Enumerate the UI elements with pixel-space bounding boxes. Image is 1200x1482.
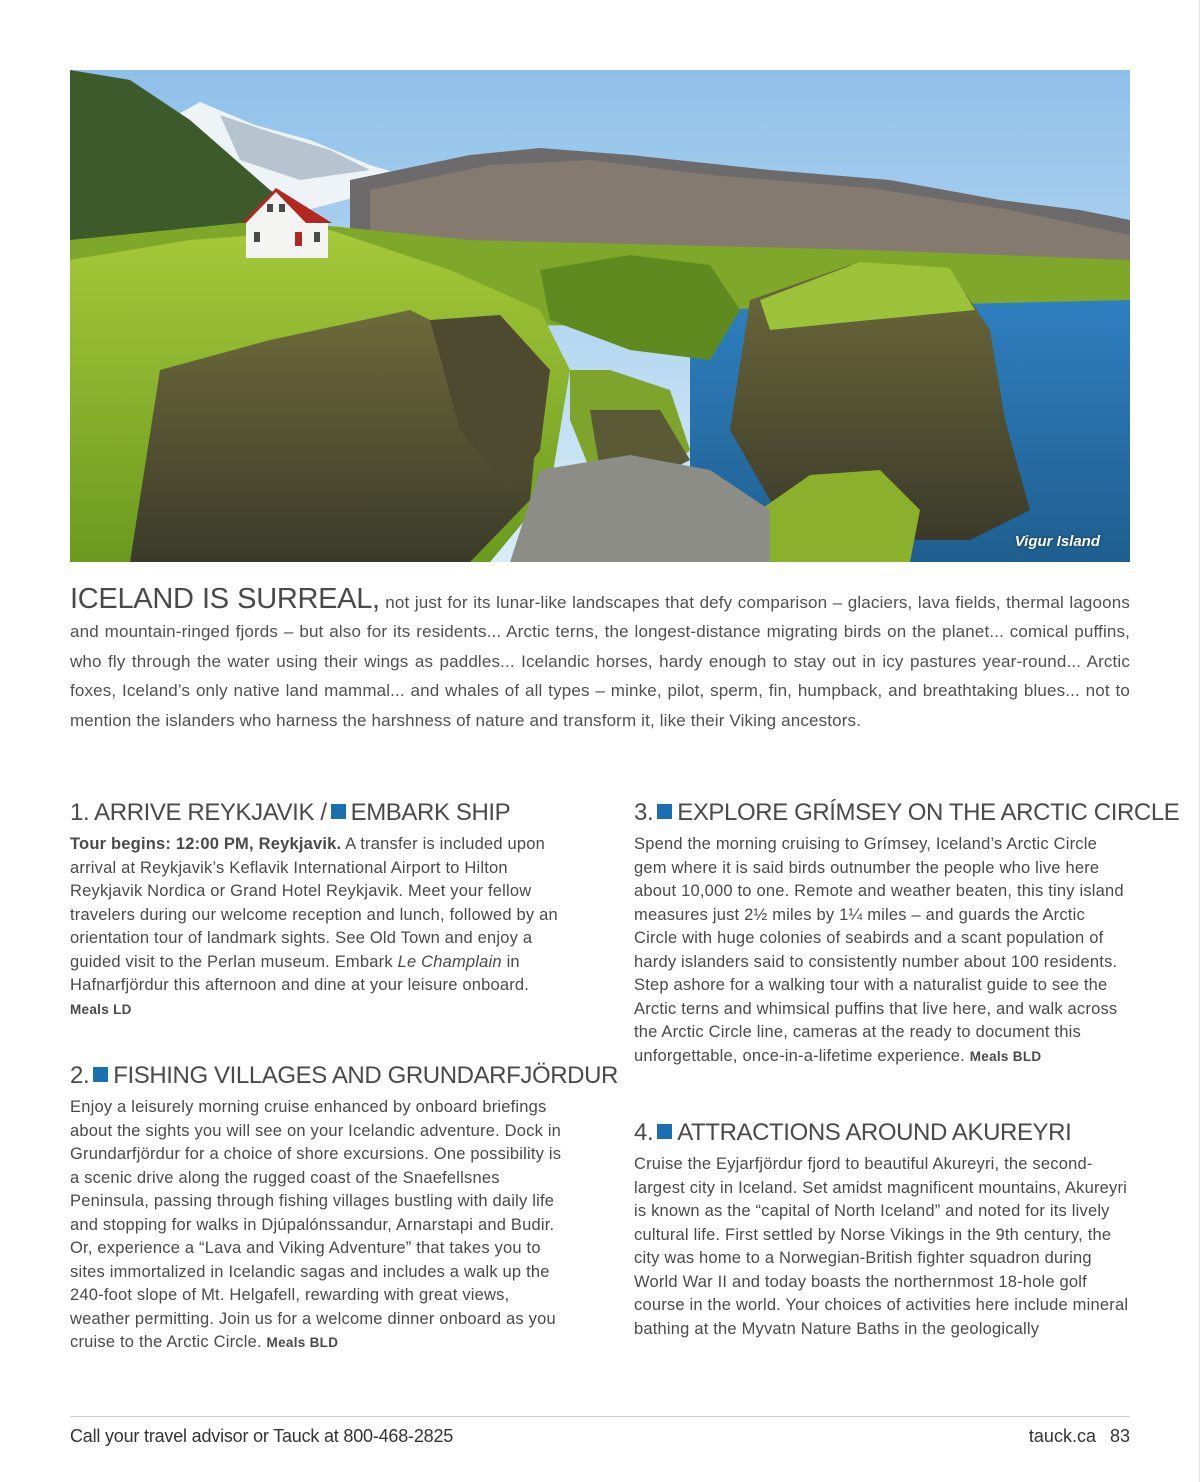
intro-paragraph	[70, 585, 1130, 735]
footer-site-link[interactable]: tauck.ca	[1028, 1426, 1096, 1446]
day-3-title: EXPLORE GRÍMSEY ON THE ARCTIC CIRCLE	[677, 799, 1180, 826]
day-3-body: Spend the morning cruising to Grímsey, Iceland’s Arctic Circle gem where it is said birds outnumber the people who live here about 10,000 to one. Remote and weather beaten, this tiny island measures just 2½ miles by 1¼ miles – and guards the Arctic Circle with huge colonies of seabirds and a scant population of hardy islanders said to consistently number about 100 residents. Step ashore for a walking tour with a naturalist guide to see the Arctic terns and whimsical puffins that live here, and walk across the Arctic Circle line, cameras at the ready to document this unforgettable, once-in-a-lifetime experience.	[634, 835, 1124, 1065]
right-column	[634, 798, 1180, 1341]
day-2-title: FISHING VILLAGES AND GRUNDARFJÖRDUR	[113, 1062, 618, 1089]
day-1-lead: Tour begins: 12:00 PM, Reykjavik.	[70, 835, 342, 853]
day-3-heading	[634, 798, 1180, 828]
day-3	[634, 798, 1180, 1068]
day-4-body: Cruise the Eyjarfjördur fjord to beautiful Akureyri, the second-largest city in Iceland. Set amidst magnificent mountains, Akureyri is known as the “capital of North Iceland” and noted for its lively cultural life. First settled by Norse Vikings in the 9th century, the city was home to a Norwegian-British fighter squadron during World War II and today boasts the northernmost 18-hole golf course in the world. Your choices of activities here include mineral bathing at the Myvatn Nature Baths in the geologically	[634, 1155, 1129, 1338]
day-1-number: 1.	[70, 799, 90, 826]
day-3-text	[634, 833, 1129, 1068]
intro-text: not just for its lunar-like landscapes that defy comparison – glaciers, lava fields, thermal lagoons and mountain-ringed fjords – but also for its residents... Arctic terns, the longest-distance migrating birds on the planet... comical puffins, who fly through the water using their wings as paddles... Icelandic horses, hardy enough to stay out in icy pastures year-round... Arctic foxes, Iceland’s only native land mammal... and whales of all types – minke, pilot, sperm, fin, humpback, and breathtaking blues... not to mention the islanders who harness the harshness of nature and transform it, like their Viking ancestors.	[70, 593, 1130, 730]
intro-lead: ICELAND IS SURREAL,	[70, 583, 380, 615]
photo-caption: Vigur Island	[1014, 533, 1100, 550]
footer-right	[1029, 1426, 1130, 1447]
day-1-heading	[70, 798, 565, 828]
day-1-text-a: A transfer is included upon arrival at Reykjavik’s Keflavik International Airport to Hilton Reykjavik Nordica or Grand Hotel Reykjavik. Meet your fellow travelers during our welcome reception and lunch, followed by an orientation tour of landmark sights. See Old Town and enjoy a guided visit to the Perlan museum. Embark	[70, 835, 558, 971]
day-4-title: ATTRACTIONS AROUND AKUREYRI	[677, 1119, 1072, 1146]
ship-name: Le Champlain	[397, 952, 502, 971]
day-2-meals: Meals BLD	[266, 1335, 339, 1350]
day-2-heading	[70, 1061, 618, 1091]
left-column	[70, 798, 618, 1355]
day-2-text	[70, 1096, 565, 1355]
footer-contact: Call your travel advisor or Tauck at 800-468-2825	[70, 1426, 454, 1446]
day-2	[70, 1061, 618, 1355]
day-4-heading	[634, 1118, 1129, 1148]
day-1-text-b: in Hafnarfjördur this afternoon and dine at your leisure onboard.	[70, 952, 530, 994]
ship-square-icon	[657, 804, 672, 819]
ship-square-icon	[331, 804, 346, 819]
ship-square-icon	[93, 1067, 108, 1082]
landscape-image	[70, 70, 1130, 562]
day-2-body: Enjoy a leisurely morning cruise enhanced by onboard briefings about the sights you will see on your Icelandic adventure. Dock in Grundarfjördur for a choice of shore excursions. One possibility is a scenic drive along the rugged coast of the Snaefellsnes Peninsula, passing through fishing villages bustling with daily life and stopping for walks in Djúpalónssandur, Arnarstapi and Budir. Or, experience a “Lava and Viking Adventure” that takes you to sites immortalized in Icelandic sagas and includes a walk up the 240-foot slope of Mt. Helgafell, rewarding with great views, weather permitting. Join us for a welcome dinner onboard as you cruise to the Arctic Circle.	[70, 1098, 562, 1351]
day-1-text	[70, 833, 565, 1021]
day-1	[70, 798, 565, 1021]
day-2-number: 2.	[70, 1062, 90, 1089]
page-number: 83	[1109, 1426, 1130, 1446]
day-4-text	[634, 1153, 1129, 1341]
day-1-meals: Meals LD	[70, 1001, 132, 1017]
day-1-title-a: ARRIVE REYKJAVIK /	[94, 799, 327, 826]
footer-divider	[70, 1416, 1130, 1417]
day-3-meals: Meals BLD	[969, 1048, 1042, 1064]
day-4-number: 4.	[634, 1119, 654, 1146]
hero-photo	[70, 70, 1130, 562]
day-1-title-b: EMBARK SHIP	[350, 799, 511, 826]
day-4	[634, 1118, 1129, 1341]
day-3-number: 3.	[634, 799, 654, 826]
ship-square-icon	[657, 1124, 672, 1139]
